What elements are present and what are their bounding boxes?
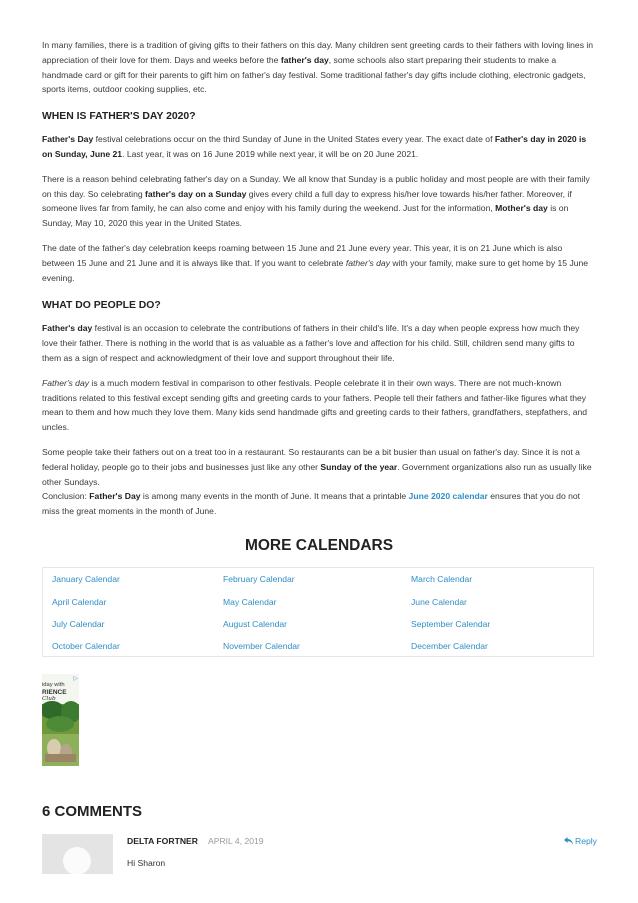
section-heading-what: WHAT DO PEOPLE DO? <box>42 300 161 312</box>
reply-icon <box>564 837 573 845</box>
paragraph-range: The date of the father's day celebration keeps roaming between 15 June and 21 June every year. This year, it is on 21 June which is also between 15 June and 21 June and it is always like that. If you want to celebrate father's day with your family, make sure to get home by 15 June evening. <box>42 242 589 283</box>
calendar-link-march[interactable]: March Calendar <box>411 574 473 584</box>
paragraph-conclusion: Conclusion: Father's Day is among many events in the month of June. It means that a printable June 2020 calendar ensures that you do not miss the great moments in the month of June. <box>42 491 581 517</box>
ad-text: iday with RIENCE Club <box>42 682 67 702</box>
calendar-link-october[interactable]: October Calendar <box>52 641 120 651</box>
calendar-link-december[interactable]: December Calendar <box>411 641 488 651</box>
ad-banner[interactable] <box>42 674 79 766</box>
calendar-link-february[interactable]: February Calendar <box>223 574 295 584</box>
ad-choices-icon[interactable]: ▷ <box>73 676 78 682</box>
calendar-link-september[interactable]: September Calendar <box>411 619 491 629</box>
paragraph-occasion: Father's day festival is an occasion to celebrate the contributions of fathers in their child's life. It's a day when people express how much they love their father. There is nothing in the world that is as valuable as a father's love and affection for his child. Still, children send many gifts to them as a sign of respect and acknowledgment of their love and support throughout their life. <box>42 323 580 363</box>
section-heading-when: WHEN IS FATHER'S DAY 2020? <box>42 111 196 123</box>
calendar-link-june[interactable]: June Calendar <box>411 597 467 607</box>
june-calendar-link[interactable]: June 2020 calendar <box>408 491 488 502</box>
more-calendars-title: MORE CALENDARS <box>244 537 394 554</box>
comments-title: 6 COMMENTS <box>42 803 143 820</box>
calendar-link-may[interactable]: May Calendar <box>223 597 277 607</box>
calendar-links-box <box>42 567 594 657</box>
paragraph-sunday: There is a reason behind celebrating father's day on a Sunday. We all know that Sunday is a public holiday and most people are with their family on this day. So celebrating father's day on a Sunday gives every child a full day to express his/her love towards his/her father. Moreover, if someone lives far from family, he can also come and enjoy with his family during the weekend. Just for the information, Mother's day is on Sunday, May 10, 2020 this year in the United States. <box>42 173 590 229</box>
paragraph-date: Father's Day festival celebrations occur on the third Sunday of June in the United States every year. The exact date of Father's day in 2020 is on Sunday, June 21. Last year, it was on 16 June 2019 while next year, it will be on 20 June 2021. <box>42 134 587 159</box>
intro-paragraph: In many families, there is a tradition of giving gifts to their fathers on this day. Many children sent greeting cards to their fathers with loving lines in appreciation of their love for them. Days and weeks before the father's day, some schools also start preparing their students to make a handmade card or gift for their parents to gift him on father's day festival. Some traditional father's day gifts include clothing, electronic gadgets, sports items, outdoor cooking supplies, etc. <box>42 40 594 95</box>
calendar-link-november[interactable]: November Calendar <box>223 641 300 651</box>
comment-date: APRIL 4, 2019 <box>208 836 264 846</box>
calendar-link-august[interactable]: August Calendar <box>223 619 288 629</box>
paragraph-restaurants: Some people take their fathers out on a treat too in a restaurant. So restaurants can be a bit busier than usual on father's day. Since it is not a federal holiday, people go to their jobs and businesses just like any other Sunday of the year. Government organizations also run as usually like other Sundays. <box>42 446 592 487</box>
comment-author[interactable]: DELTA FORTNER <box>127 836 198 846</box>
reply-button[interactable]: Reply <box>564 836 597 846</box>
article-body <box>42 38 595 529</box>
calendar-link-april[interactable]: April Calendar <box>52 597 107 607</box>
comment-text: Hi Sharon <box>127 858 166 868</box>
paragraph-modern: Father's day is a much modern festival in comparison to other festivals. People celebrate it in their own ways. There are not much-known traditions related to this festival except sending gifts and greeting cards to your fathers. People tell their fathers and father-like figures what they mean to them and how much they love them. Many kids send handmade gifts and greeting cards to their fathers, grandfathers, stepfathers, and uncles. <box>42 377 588 433</box>
avatar <box>42 834 113 874</box>
calendar-link-july[interactable]: July Calendar <box>52 619 105 629</box>
calendar-link-january[interactable]: January Calendar <box>52 574 120 584</box>
